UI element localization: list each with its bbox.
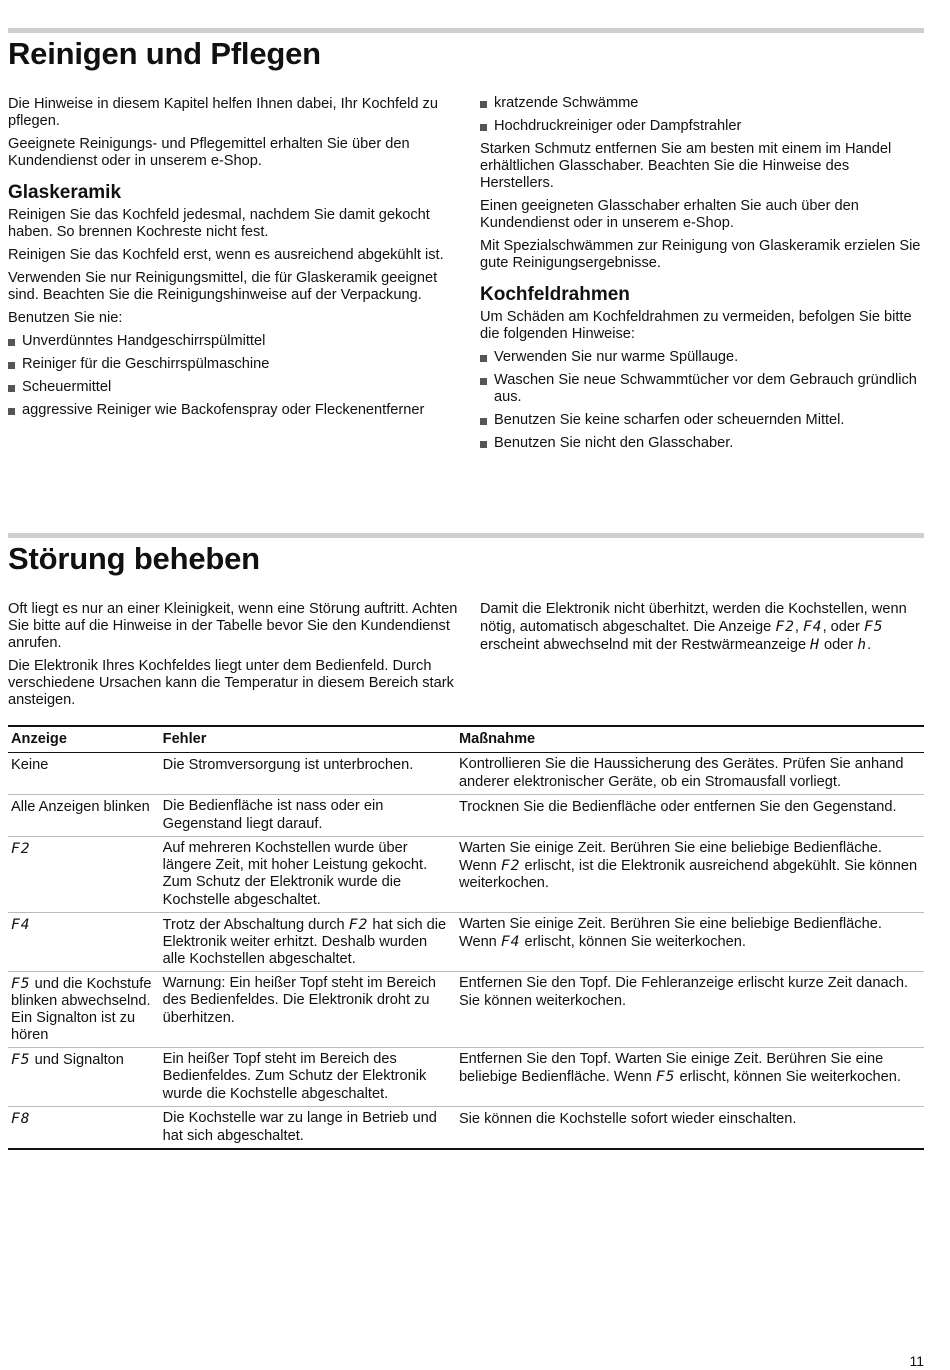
paragraph-text: erscheint abwechselnd mit der Restwärmeanzeige <box>480 637 811 653</box>
square-bullet-icon <box>480 378 487 385</box>
section-title-cleaning: Reinigen und Pflegen <box>8 36 321 71</box>
list-item <box>480 412 924 429</box>
fehler-cell <box>160 1107 456 1150</box>
subheading-glaskeramik: Glaskeramik <box>8 182 122 203</box>
troubleshooting-left-column <box>8 601 458 715</box>
square-bullet-icon <box>480 441 487 448</box>
cell-text: und die Kochstufe blinken abwechselnd. Ein Signalton ist zu hören <box>11 976 152 1043</box>
anzeige-cell <box>8 753 160 795</box>
cell-text: Keine <box>11 757 49 773</box>
glaskeramik-paragraph: Einen geeigneten Glasschaber erhalten Sie auch über den Kundendienst oder in unserem e-Shop. <box>480 198 859 231</box>
list-item <box>8 379 458 396</box>
square-bullet-icon <box>480 418 487 425</box>
cell-text: Alle Anzeigen blinken <box>11 799 150 815</box>
cell-text: Sie können die Kochstelle sofort wieder einschalten. <box>458 1111 797 1127</box>
table-row <box>8 1048 924 1107</box>
cell-text: Die Stromversorgung ist unterbrochen. <box>162 757 414 773</box>
column-header-fehler: Fehler <box>160 726 456 753</box>
subheading-kochfeldrahmen: Kochfeldrahmen <box>480 284 630 305</box>
separator-text: , <box>794 619 803 635</box>
anzeige-cell <box>8 913 160 972</box>
cleaning-right-column <box>480 95 924 458</box>
intro-paragraph: Geeignete Reinigungs- und Pflegemittel erhalten Sie über den Kundendienst oder in unserem e-Shop. <box>8 136 410 169</box>
square-bullet-icon <box>480 124 487 131</box>
glaskeramik-paragraph: Reinigen Sie das Kochfeld erst, wenn es ausreichend abgekühlt ist. <box>8 247 444 263</box>
table-row <box>8 837 924 913</box>
list-item-text: kratzende Schwämme <box>494 95 639 111</box>
table-header-row <box>8 726 924 753</box>
cell-text: Ein heißer Topf steht im Bereich des Bedienfeldes. Zum Schutz der Elektronik wurde die Kochstelle abgeschaltet. <box>162 1051 427 1102</box>
kochfeldrahmen-intro: Um Schäden am Kochfeldrahmen zu vermeiden, befolgen Sie bitte die folgenden Hinweise: <box>480 309 912 342</box>
troubleshooting-right-column <box>480 601 924 660</box>
never-use-list-continued <box>480 95 924 135</box>
square-bullet-icon <box>8 385 15 392</box>
cell-text: Entfernen Sie den Topf. Die Fehleranzeige erlischt kurze Zeit danach. Sie können weiterkochen. <box>458 975 909 1009</box>
display-code: F2 <box>11 840 31 857</box>
square-bullet-icon <box>8 339 15 346</box>
table-row <box>8 795 924 837</box>
cell-text: Die Bedienfläche ist nass oder ein Gegenstand liegt darauf. <box>162 798 384 832</box>
list-item-text: Benutzen Sie keine scharfen oder scheuernden Mittel. <box>494 412 845 428</box>
fehler-cell <box>160 913 456 972</box>
never-use-list <box>8 333 458 419</box>
anzeige-cell <box>8 837 160 913</box>
list-item-text: Unverdünntes Handgeschirrspülmittel <box>22 333 266 349</box>
massnahme-cell <box>456 972 924 1048</box>
column-header-anzeige: Anzeige <box>8 726 160 753</box>
display-code-h-small: h <box>857 636 868 653</box>
cell-text: hat sich die Elektronik weiter erhitzt. Deshalb wurden alle Kochstellen abgeschaltet. <box>162 917 447 967</box>
cell-text: Warnung: Ein heißer Topf steht im Bereich des Bedienfeldes. Die Elektronik droht zu überhitzen. <box>162 975 437 1026</box>
anzeige-cell <box>8 1048 160 1107</box>
list-item <box>480 349 924 366</box>
display-code-h: H <box>810 636 820 653</box>
display-code-f2: F2 <box>775 618 795 635</box>
display-code: F2 <box>500 857 521 874</box>
list-item-text: Benutzen Sie nicht den Glasschaber. <box>494 435 734 451</box>
anzeige-cell <box>8 795 160 837</box>
display-code: F2 <box>348 916 369 933</box>
massnahme-cell <box>456 753 924 795</box>
anzeige-cell <box>8 1107 160 1150</box>
paragraph-text: . <box>867 637 872 653</box>
square-bullet-icon <box>8 408 15 415</box>
cleaning-left-column <box>8 96 458 425</box>
electronics-paragraph <box>480 601 924 654</box>
cell-text: Die Kochstelle war zu lange in Betrieb und hat sich abgeschaltet. <box>162 1110 437 1144</box>
square-bullet-icon <box>8 362 15 369</box>
fehler-cell <box>160 795 456 837</box>
kochfeldrahmen-list <box>480 349 924 452</box>
separator-text: , oder <box>822 619 864 635</box>
cell-text: und Signalton <box>30 1052 124 1068</box>
table-row <box>8 972 924 1048</box>
intro-paragraph: Die Hinweise in diesem Kapitel helfen Ihnen dabei, Ihr Kochfeld zu pflegen. <box>8 96 438 129</box>
list-item-text: Reiniger für die Geschirrspülmaschine <box>22 356 270 372</box>
troubleshooting-paragraph: Oft liegt es nur an einer Kleinigkeit, wenn eine Störung auftritt. Achten Sie bitte auf die Hinweise in der Tabelle bevor Sie den Kundendienst anrufen. <box>8 601 458 651</box>
square-bullet-icon <box>480 355 487 362</box>
paragraph-text: Damit die Elektronik nicht überhitzt, werden die Kochstellen, wenn nötig, automatisch abgeschaltet. Die Anzeige <box>480 601 907 635</box>
list-item <box>8 356 458 373</box>
middle-divider <box>8 533 924 538</box>
display-code: F4 <box>500 933 521 950</box>
display-code: F8 <box>11 1110 31 1127</box>
page-number: 11 <box>909 1353 924 1369</box>
list-item-text: Verwenden Sie nur warme Spüllauge. <box>494 349 739 365</box>
table-row <box>8 1107 924 1150</box>
massnahme-cell <box>456 795 924 837</box>
cell-text: Auf mehreren Kochstellen wurde über längere Zeit, mit hoher Leistung gekocht. Zum Schutz der Elektronik wurde die Kochstelle abgeschaltet. <box>162 840 428 908</box>
square-bullet-icon <box>480 101 487 108</box>
display-code: F5 <box>655 1068 676 1085</box>
list-item <box>480 435 924 452</box>
top-divider <box>8 28 924 33</box>
display-code: F5 <box>11 975 31 992</box>
list-item <box>480 95 924 112</box>
anzeige-cell <box>8 972 160 1048</box>
glaskeramik-paragraph: Reinigen Sie das Kochfeld jedesmal, nachdem Sie damit gekocht haben. So brennen Kochreste nicht fest. <box>8 207 430 240</box>
cell-text: erlischt, können Sie weiterkochen. <box>675 1069 901 1085</box>
glaskeramik-paragraph: Verwenden Sie nur Reinigungsmittel, die für Glaskeramik geeignet sind. Beachten Sie die Reinigungshinweise auf der Verpackung. <box>8 270 438 303</box>
display-code-f4: F4 <box>803 618 823 635</box>
table-row <box>8 913 924 972</box>
table-row <box>8 753 924 795</box>
cell-text: Entfernen Sie den Topf. Warten Sie einige Zeit. Berühren Sie eine beliebige Bedienfläche. Wenn <box>458 1051 884 1085</box>
cell-text: erlischt, ist die Elektronik ausreichend abgekühlt. Sie können weiterkochen. <box>458 858 918 891</box>
fehler-cell <box>160 972 456 1048</box>
section-title-troubleshooting: Störung beheben <box>8 541 260 576</box>
cell-text: Kontrollieren Sie die Haussicherung des Gerätes. Prüfen Sie anhand anderer elektronischer Geräte, ob ein Stromausfall vorliegt. <box>458 756 904 790</box>
cell-text: Trotz der Abschaltung durch <box>162 917 349 933</box>
massnahme-cell <box>456 1048 924 1107</box>
cell-text: Trocknen Sie die Bedienfläche oder entfernen Sie den Gegenstand. <box>458 799 897 815</box>
column-header-massnahme: Maßnahme <box>456 726 924 753</box>
cell-text: Warten Sie einige Zeit. Berühren Sie eine beliebige Bedienfläche. Wenn <box>458 840 882 874</box>
massnahme-cell <box>456 837 924 913</box>
list-item-text: Waschen Sie neue Schwammtücher vor dem Gebrauch gründlich aus. <box>494 372 917 405</box>
paragraph-text: oder <box>819 637 858 653</box>
troubleshooting-paragraph: Die Elektronik Ihres Kochfeldes liegt unter dem Bedienfeld. Durch verschiedene Ursachen kann die Temperatur in diesem Bereich stark ansteigen. <box>8 658 454 708</box>
display-code-f5: F5 <box>863 618 884 635</box>
list-item <box>480 372 924 406</box>
glaskeramik-paragraph: Benutzen Sie nie: <box>8 310 123 326</box>
fehler-cell <box>160 753 456 795</box>
glaskeramik-paragraph: Starken Schmutz entfernen Sie am besten mit einem im Handel erhältlichen Glasschaber. Beachten Sie die Hinweise des Herstellers. <box>480 141 892 191</box>
cell-text: erlischt, können Sie weiterkochen. <box>520 934 746 950</box>
list-item-text: Hochdruckreiniger oder Dampfstrahler <box>494 118 742 134</box>
list-item <box>8 333 458 350</box>
list-item-text: aggressive Reiniger wie Backofenspray oder Fleckenentferner <box>22 402 425 418</box>
list-item <box>480 118 924 135</box>
fehler-cell <box>160 1048 456 1107</box>
list-item-text: Scheuermittel <box>22 379 112 395</box>
glaskeramik-paragraph: Mit Spezialschwämmen zur Reinigung von Glaskeramik erzielen Sie gute Reinigungsergebnisse. <box>480 238 921 271</box>
error-table <box>8 725 924 1150</box>
display-code: F5 <box>11 1051 31 1068</box>
massnahme-cell <box>456 1107 924 1150</box>
massnahme-cell <box>456 913 924 972</box>
list-item <box>8 402 458 419</box>
fehler-cell <box>160 837 456 913</box>
display-code: F4 <box>11 916 31 933</box>
cell-text: Warten Sie einige Zeit. Berühren Sie eine beliebige Bedienfläche. Wenn <box>458 916 882 950</box>
